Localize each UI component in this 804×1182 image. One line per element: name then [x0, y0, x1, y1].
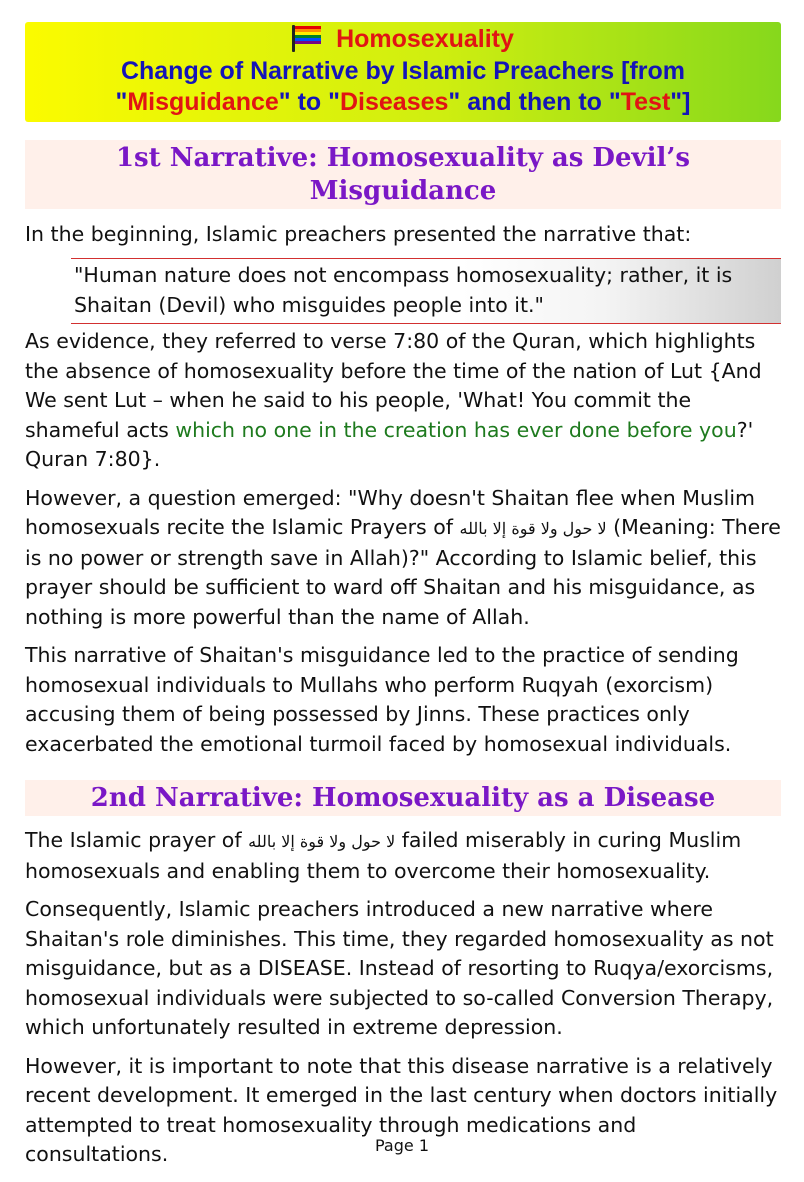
arabic-prayer-2: لا حول ولا قوة إلا بالله	[248, 832, 396, 851]
title-line	[31, 24, 775, 56]
quote-block: "Human nature does not encompass homosexuality; rather, it is Shaitan (Devil) who misguides people into it."	[71, 258, 781, 324]
prayer-paragraph: The Islamic prayer of لا حول ولا قوة إلا بالله failed miserably in curing Muslim homosexuals and enabling them to overcome their homosexuality.	[25, 828, 742, 883]
disease-paragraph: Consequently, Islamic preachers introduced a new narrative where Shaitan's role diminishes. This time, they regarded homosexuality as not misguidance, but as a DISEASE. Instead of resorting to Ruqya/exorcisms, homosexual individuals were subjected to so-called Conversion Therapy, which unfortunately resulted in extreme depression.	[25, 897, 774, 1039]
recent-paragraph: However, it is important to note that this disease narrative is a relatively recent development. It emerged in the last century when doctors initially attempted to treat homosexuality through medications and consultations.	[25, 1053, 778, 1166]
intro-paragraph: In the beginning, Islamic preachers presented the narrative that:	[25, 221, 692, 246]
page-title: Homosexuality	[336, 25, 514, 53]
verse-highlight: which no one in the creation has ever done before you	[175, 417, 737, 442]
question-paragraph: However, a question emerged: "Why doesn't Shaitan flee when Muslim homosexuals recite the Islamic Prayers of لا حول ولا قوة إلا بالله (Meaning: There is no power or strength save in Allah)?" According to Islamic belief, this prayer should be sufficient to ward off Shaitan and his misguidance, as nothing is more powerful than the name of Allah.	[25, 485, 781, 629]
subtitle-line-2: "Misguidance" to "Diseases" and then to "Test"]	[115, 88, 691, 116]
arabic-prayer: لا حول ولا قوة إلا بالله	[459, 519, 607, 538]
page-number: Page 1	[375, 1136, 429, 1155]
title-banner	[25, 22, 781, 122]
subtitle-misguidance: Misguidance	[127, 88, 279, 116]
section-heading-2: 2nd Narrative: Homosexuality as a Disease	[25, 780, 781, 816]
rainbow-flag-icon	[292, 25, 322, 52]
subtitle-test: Test	[620, 88, 671, 116]
ruqyah-paragraph: This narrative of Shaitan's misguidance led to the practice of sending homosexual individuals to Mullahs who perform Ruqyah (exorcism) accusing them of being possessed by Jinns. These practices only exacerbated the emotional turmoil faced by homosexual individuals.	[25, 643, 739, 756]
section-heading-1: 1st Narrative: Homosexuality as Devil’s Misguidance	[25, 140, 781, 209]
subtitle-diseases: Diseases	[339, 88, 449, 116]
document-page	[25, 22, 781, 1170]
subtitle-line-1: Change of Narrative by Islamic Preachers [from	[120, 56, 686, 85]
evidence-paragraph: As evidence, they referred to verse 7:80 of the Quran, which highlights the absence of homosexuality before the time of the nation of Lut {And We sent Lut – when he said to his people, 'What! You commit the shameful acts which no one in the creation has ever done before you?' Quran 7:80}.	[25, 329, 762, 471]
